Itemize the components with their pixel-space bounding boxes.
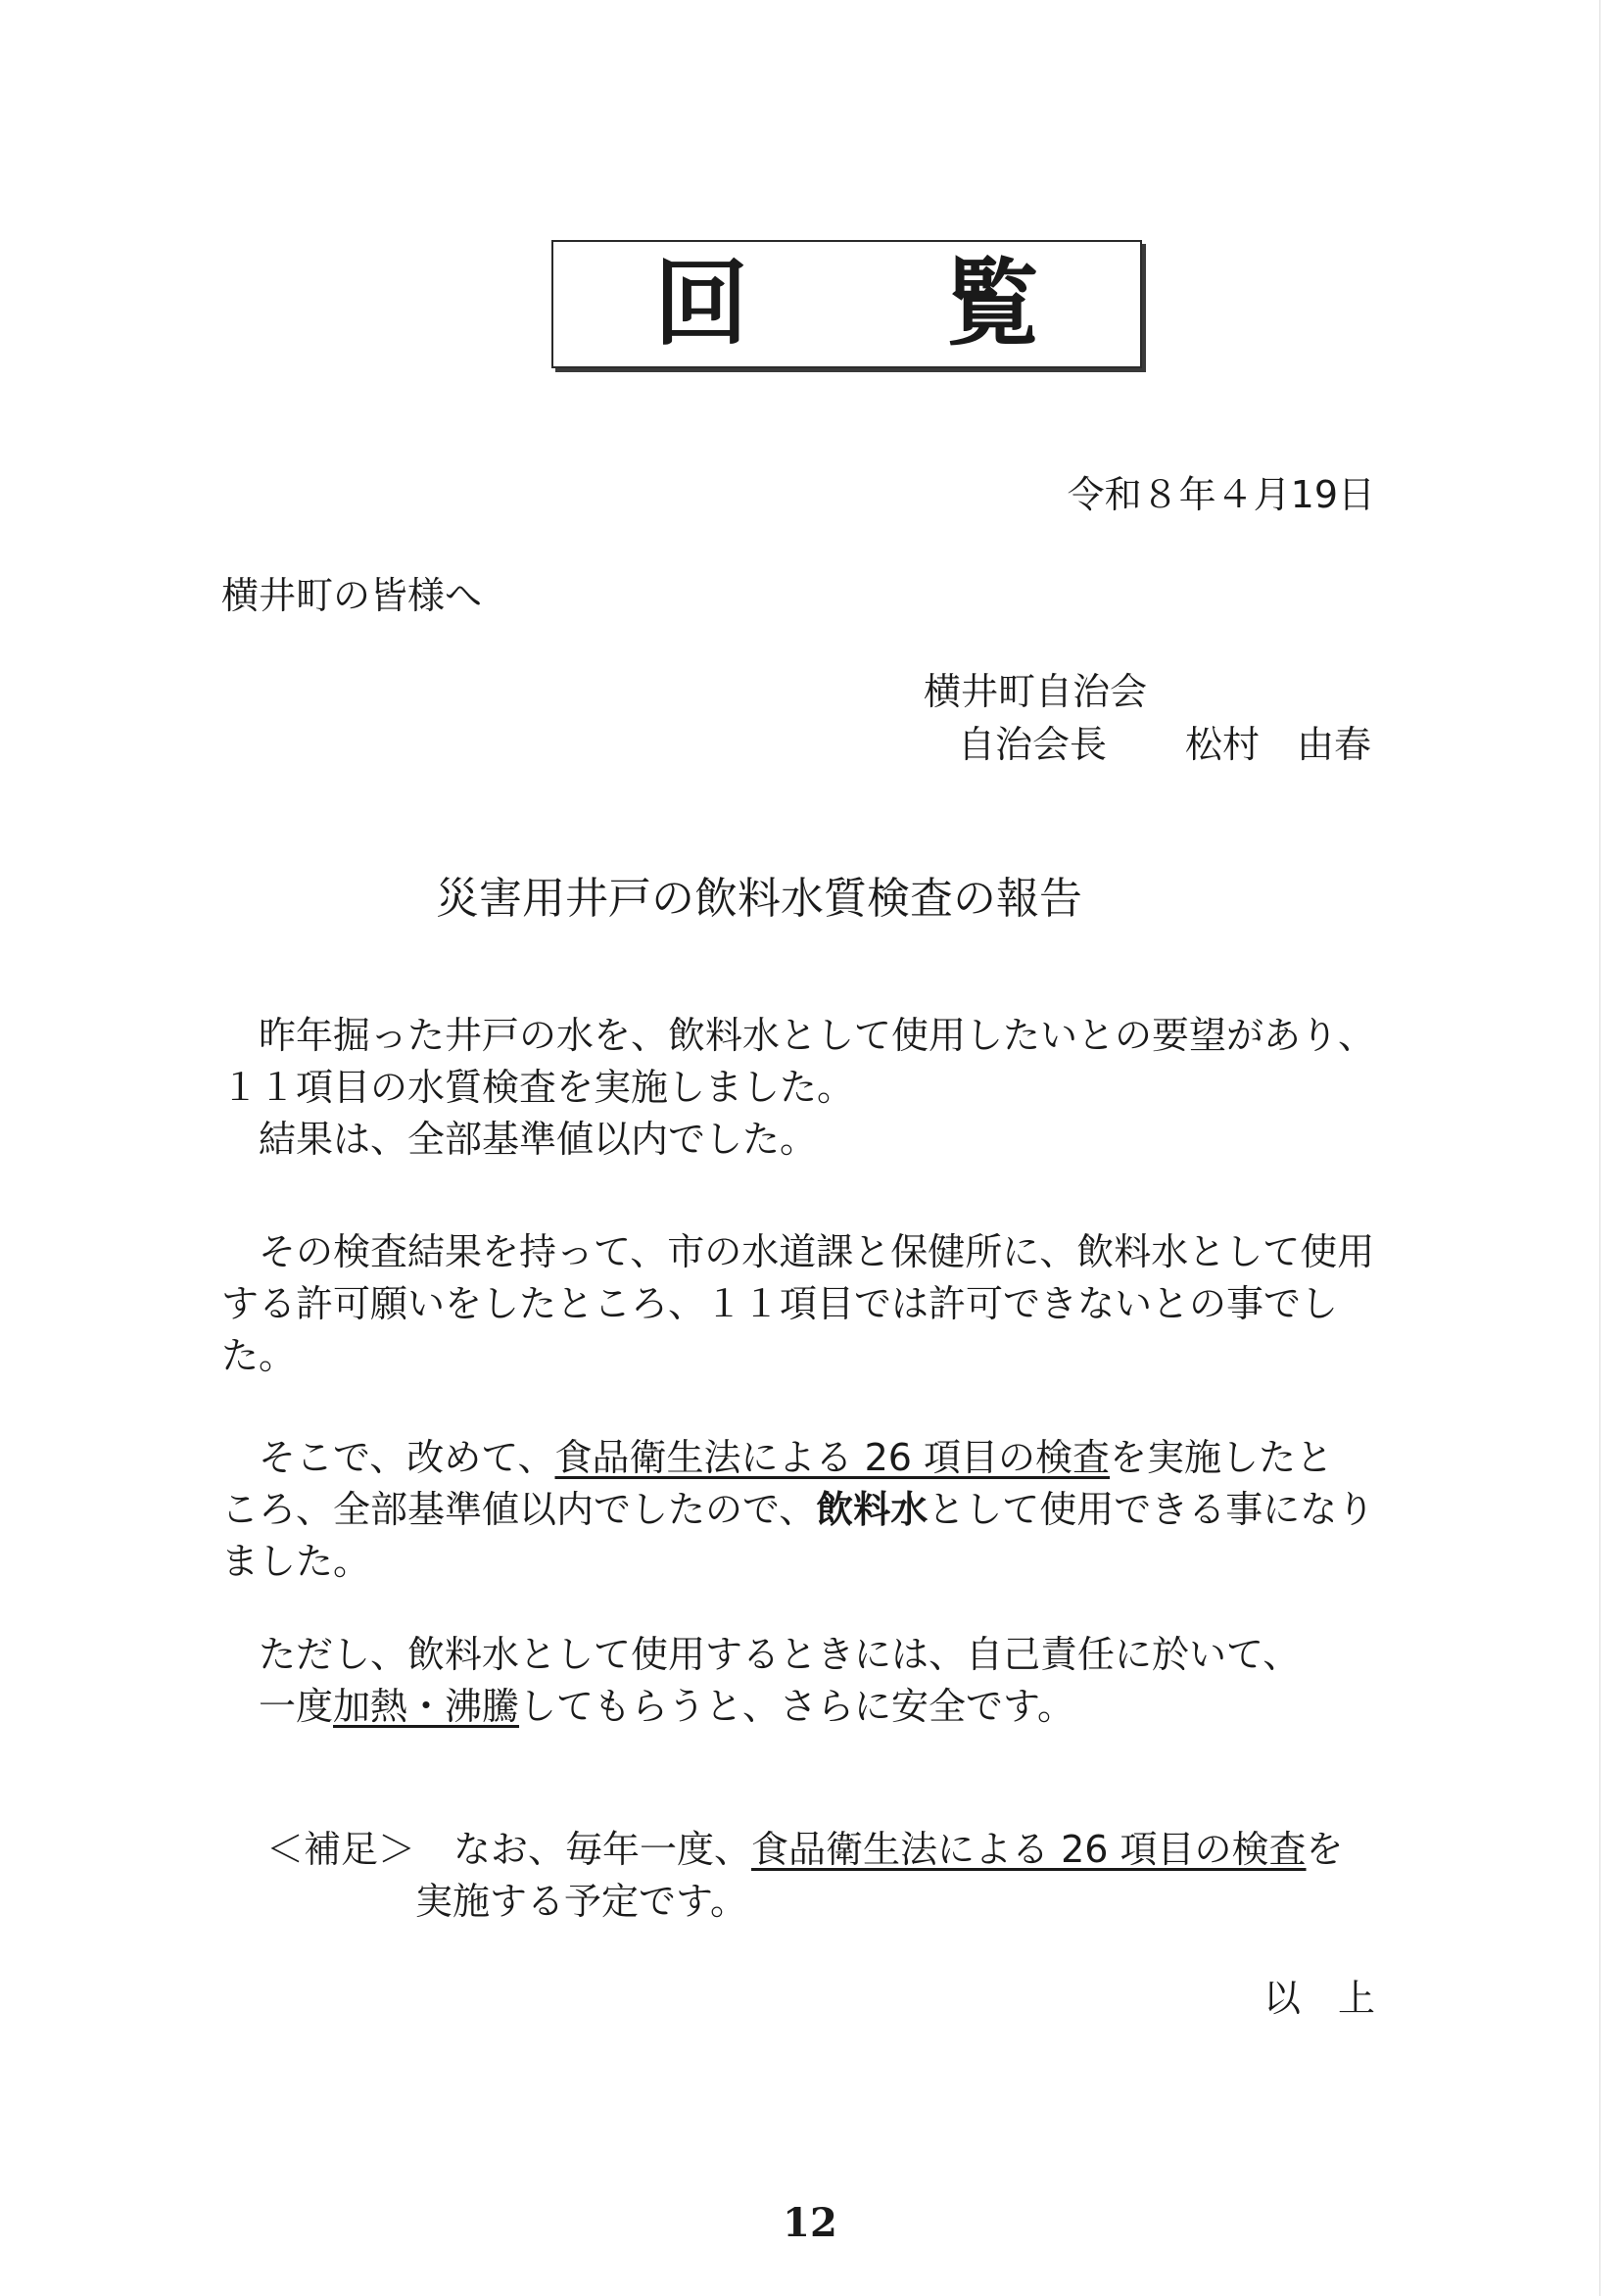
sender-organization: 横井町自治会: [924, 670, 1148, 713]
supplement-line1-start: なお、毎年一度、: [453, 1828, 752, 1871]
paragraph3-line3: ました。: [221, 1540, 371, 1583]
paragraph1-line2: １１項目の水質検査を実施しました。: [221, 1066, 855, 1109]
title-char-ran: 覧: [945, 249, 1039, 359]
paragraph3-line1-end: を実施したと: [1110, 1436, 1334, 1479]
title-char-kai: 回: [654, 249, 748, 359]
drinking-water-bold: 飲料水: [816, 1488, 929, 1531]
paragraph2-line1: その検査結果を持って、市の水道課と保健所に、飲料水として使用: [259, 1230, 1375, 1273]
paragraph3-line1-start: そこで、改めて、: [259, 1436, 555, 1479]
supplement-line2: 実施する予定です。: [415, 1880, 747, 1923]
paragraph2-line2: する許可願いをしたところ、１１項目では許可できないとの事でし: [221, 1282, 1339, 1325]
supplement-line1-end: を: [1306, 1828, 1344, 1871]
paragraph4-line1: ただし、飲料水として使用するときには、自己責任に於いて、: [259, 1633, 1301, 1676]
paragraph1-line3: 結果は、全部基準値以内でした。: [259, 1118, 818, 1161]
circular-title-box: [551, 240, 1142, 368]
supplement-food-sanitation-test-underlined: 食品衛生法による 26 項目の検査: [751, 1828, 1307, 1871]
paragraph4-line2-end: してもらうと、さらに安全です。: [519, 1685, 1074, 1728]
paragraph4-line2: [259, 1681, 1074, 1732]
paragraph3-line2-start: ころ、全部基準値以内でしたので、: [221, 1488, 817, 1531]
document-date: 令和８年４月19日: [1067, 473, 1375, 516]
supplement-label: ＜補足＞: [266, 1828, 416, 1871]
addressee: 横井町の皆様へ: [221, 574, 483, 617]
food-sanitation-test-underlined: 食品衛生法による 26 項目の検査: [554, 1436, 1110, 1479]
sender-name: 松村 由春: [1185, 723, 1372, 766]
page-edge-line: [1599, 0, 1600, 2296]
supplement-line1: [453, 1824, 1344, 1875]
page-number: 12: [783, 2200, 837, 2246]
sender-title: 自治会長: [958, 723, 1108, 766]
paragraph3-line1: [259, 1432, 1333, 1483]
paragraph1-line1: 昨年掘った井戸の水を、飲料水として使用したいとの要望があり、: [259, 1014, 1376, 1057]
heating-boiling-underlined: 加熱・沸騰: [333, 1685, 520, 1728]
paragraph3-line2: [221, 1484, 1374, 1535]
paragraph3-line2-end: として使用できる事になり: [928, 1488, 1375, 1531]
closing-mark: 以 上: [1263, 1977, 1375, 2020]
paragraph2-line3: た。: [221, 1334, 297, 1377]
paragraph4-line2-start: 一度: [259, 1685, 334, 1728]
report-heading: 災害用井戸の飲料水質検査の報告: [436, 874, 1082, 924]
